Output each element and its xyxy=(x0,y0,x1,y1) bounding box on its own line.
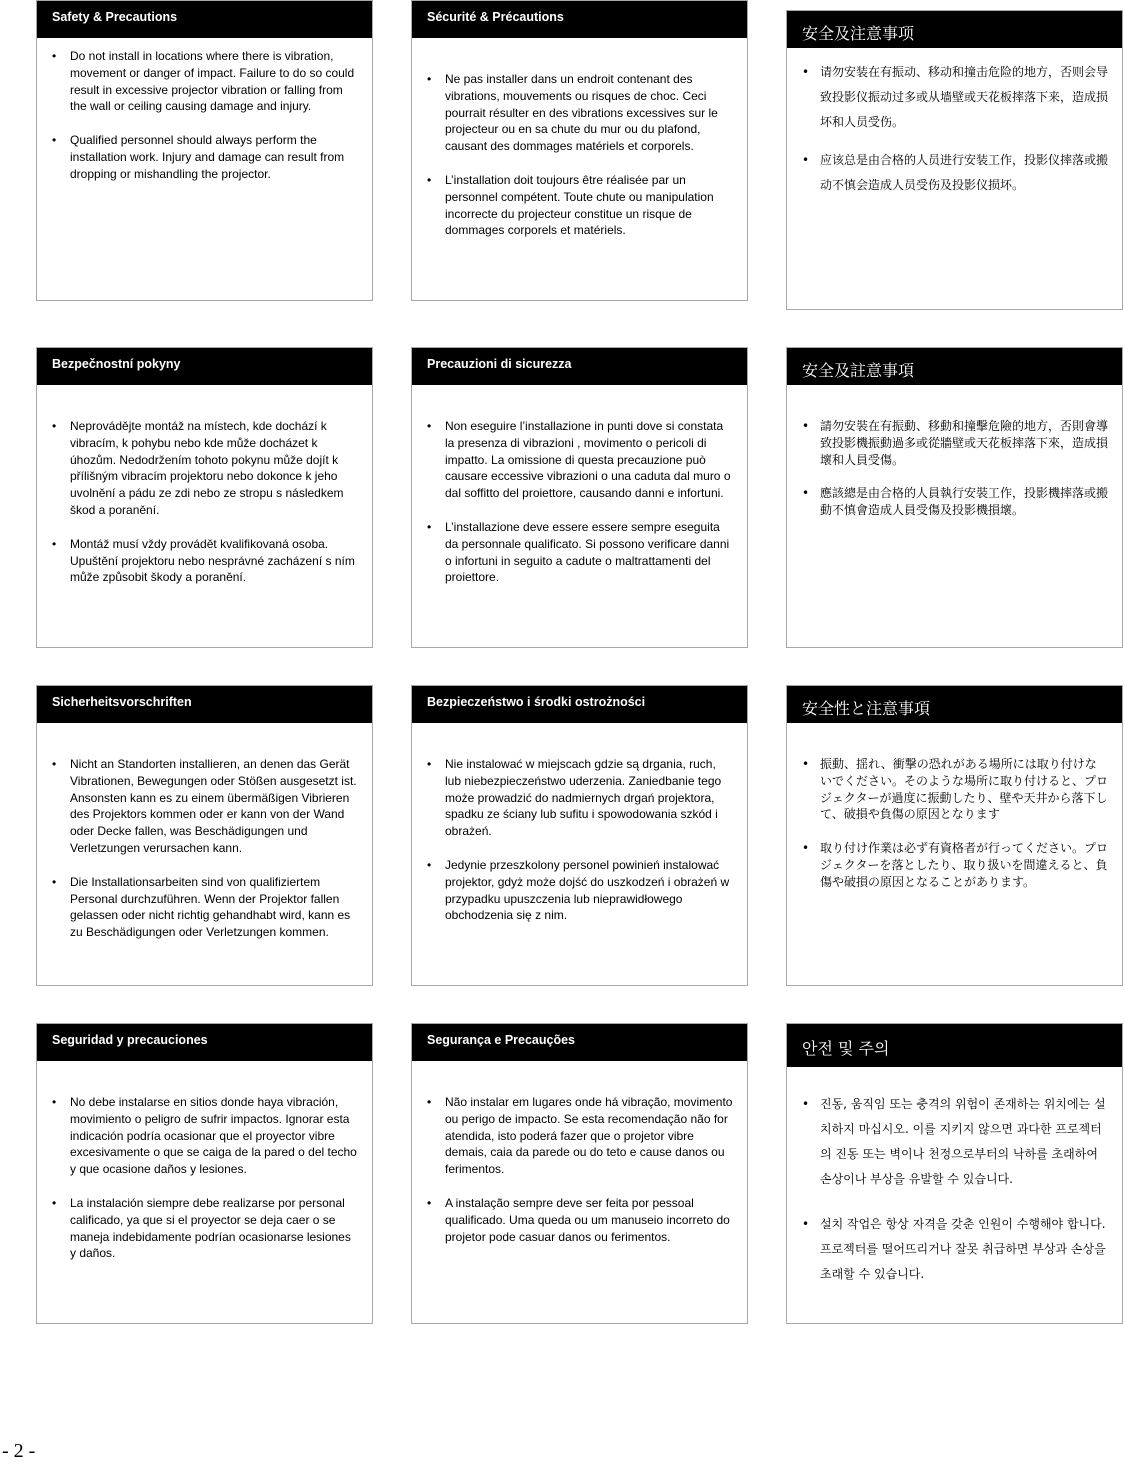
card-portuguese xyxy=(411,1023,748,1324)
list-item: • L’installation doit toujours être réalisée par un personnel compétent. Toute chute ou manipulation incorrecte du projecteur constitue un risque de dommages corporels et matériels. xyxy=(427,172,733,239)
bullet-list xyxy=(37,1061,372,1262)
card-english xyxy=(36,0,373,301)
bullet-list xyxy=(412,385,747,586)
card-french xyxy=(411,0,748,301)
list-item: • Nicht an Standorten installieren, an denen das Gerät Vibrationen, Bewegungen oder Stößen ausgesetzt ist. Ansonsten kann es zu einem übermäßigen Vibrieren des Projektors kommen oder er kann von der Wand oder Decke fallen, was Beschädigungen und Verletzungen verursachen kann. xyxy=(52,756,358,857)
bullet-list xyxy=(37,723,372,941)
bullet-list xyxy=(787,385,1122,519)
list-item: • Non eseguire l’installazione in punti dove si constata la presenza di vibrazioni , movimento o pericoli di impatto. La omissione di questa precauzione può causare eccessive vibrazioni o una caduta dal muro o dal soffitto del proiettore, causando danni e infortuni. xyxy=(427,418,733,502)
card-title: Bezpečnostní pokyny xyxy=(37,348,372,385)
card-italian xyxy=(411,347,748,648)
list-item: • Jedynie przeszkolony personel powinień instalować projektor, gdyż może dojść do uszkodzeń i obrażeń w przypadku upuszczenia lub nieprawidłowego obchodzenia się z nim. xyxy=(427,857,733,924)
bullet-list xyxy=(412,723,747,924)
list-item: • 请勿安装在有振动、移动和撞击危险的地方，否则会导致投影仪振动过多或从墙壁或天花板摔落下来，造成损坏和人员受伤。 xyxy=(802,60,1108,135)
card-japanese xyxy=(786,685,1123,986)
bullet-list xyxy=(37,38,372,183)
card-traditional-chinese xyxy=(786,347,1123,648)
card-spanish xyxy=(36,1023,373,1324)
card-title: 安全性と注意事項 xyxy=(787,686,1122,723)
card-korean xyxy=(786,1023,1123,1324)
list-item: • Nie instalować w miejscach gdzie są drgania, ruch, lub niebezpieczeństwo uderzenia. Zaniedbanie tego może prowadzić do nadmiernych drgań projektora, spadku ze ściany lub sufitu i spowodowania szkód i obrażeń. xyxy=(427,756,733,840)
card-title: Segurança e Precauções xyxy=(412,1024,747,1061)
card-title: Safety & Precautions xyxy=(37,1,372,38)
list-item: • L’installazione deve essere essere sempre eseguita da personnale qualificato. Si possono verificare danni o infortuni in seguito a cadute o maltrattamenti del proiettore. xyxy=(427,519,733,586)
card-title: 安全及注意事项 xyxy=(787,11,1122,48)
card-title: Precauzioni di sicurezza xyxy=(412,348,747,385)
list-item: • La instalación siempre debe realizarse por personal calificado, ya que si el proyector se deja caer o se maneja indebidamente podrían ocasionarse lesiones y daños. xyxy=(52,1195,358,1262)
list-item: • 설치 작업은 항상 자격을 갖춘 인원이 수행해야 합니다. 프로젝터를 떨어뜨리거나 잘못 취급하면 부상과 손상을 초래할 수 있습니다. xyxy=(802,1212,1108,1287)
list-item: • No debe instalarse en sitios donde haya vibración, movimiento o peligro de sufrir impactos. Ignorar esta indicación podría ocasionar que el proyector vibre excesivamente o que se caiga de la pared o del techo y que ocasione daños y lesiones. xyxy=(52,1094,358,1178)
list-item: • 應該總是由合格的人員執行安裝工作，投影機摔落或搬動不慎會造成人員受傷及投影機損壞。 xyxy=(802,485,1108,519)
list-item: • Ne pas installer dans un endroit contenant des vibrations, mouvements ou risques de choc. Ceci pourrait résulter en des vibrations excessives sur le projecteur ou en sa chute du mur ou du plafond, causant des dommages matériels et corporels. xyxy=(427,71,733,155)
card-title: 안전 및 주의 xyxy=(787,1024,1122,1067)
card-title: Seguridad y precauciones xyxy=(37,1024,372,1061)
list-item: • 应该总是由合格的人员进行安装工作，投影仪摔落或搬动不慎会造成人员受伤及投影仪损坏。 xyxy=(802,148,1108,198)
card-title: Sécurité & Précautions xyxy=(412,1,747,38)
card-simplified-chinese xyxy=(786,10,1123,310)
bullet-list xyxy=(787,1067,1122,1287)
card-polish xyxy=(411,685,748,986)
card-german xyxy=(36,685,373,986)
bullet-list xyxy=(787,723,1122,891)
card-czech xyxy=(36,347,373,648)
list-item: • Montáž musí vždy provádět kvalifikovaná osoba. Upuštění projektoru nebo nesprávné zacházení s ním může způsobit škody a poranění. xyxy=(52,536,358,586)
list-item: • 진동, 움직임 또는 충격의 위험이 존재하는 위치에는 설치하지 마십시오. 이를 지키지 않으면 과다한 프로젝터의 진동 또는 벽이나 천정으로부터의 낙하를 초래하여 손상이나 부상을 유발할 수 있습니다. xyxy=(802,1092,1108,1192)
bullet-list xyxy=(412,38,747,239)
list-item: • Qualified personnel should always perform the installation work. Injury and damage can result from dropping or mishandling the projector. xyxy=(52,132,358,182)
list-item: • Não instalar em lugares onde há vibração, movimento ou perigo de impacto. Se esta recomendação não for atendida, isto poderá fazer que o projetor vibre demais, caia da parede ou do teto e cause danos ou ferimentos. xyxy=(427,1094,733,1178)
list-item: • Do not install in locations where there is vibration, movement or danger of impact. Failure to do so could result in excessive projector vibration or falling from the wall or ceiling causing damage and injury. xyxy=(52,48,358,115)
card-title: Bezpieczeństwo i środki ostrożności xyxy=(412,686,747,723)
bullet-list xyxy=(37,385,372,586)
bullet-list xyxy=(412,1061,747,1245)
list-item: • 振動、揺れ、衝撃の恐れがある場所には取り付けないでください。そのような場所に取り付けると、プロジェクターが過度に振動したり、壁や天井から落下して、破損や負傷の原因となります xyxy=(802,756,1108,823)
bullet-list xyxy=(787,48,1122,198)
card-title: Sicherheitsvorschriften xyxy=(37,686,372,723)
list-item: • 請勿安裝在有振動、移動和撞擊危險的地方，否則會導致投影機振動過多或從牆壁或天花板摔落下來，造成損壞和人員受傷。 xyxy=(802,418,1108,468)
list-item: • 取り付け作業は必ず有資格者が行ってください。プロジェクターを落としたり、取り扱いを間違えると、負傷や破損の原因となることがあります。 xyxy=(802,840,1108,890)
page-number: - 2 - xyxy=(2,1440,36,1462)
list-item: • A instalação sempre deve ser feita por pessoal qualificado. Uma queda ou um manuseio incorreto do projetor pode casuar danos ou ferimentos. xyxy=(427,1195,733,1245)
card-title: 安全及註意事項 xyxy=(787,348,1122,385)
list-item: • Die Installationsarbeiten sind von qualifiziertem Personal durchzuführen. Wenn der Projektor fallen gelassen oder nicht richtig gehandhabt wird, kann es zu Beschädigungen oder Verletzungen kommen. xyxy=(52,874,358,941)
list-item: • Neprovádějte montáž na místech, kde dochází k vibracím, k pohybu nebo kde může docházet k úhozům. Nedodržením tohoto pokynu může dojít k přílišným vibracím projektoru nebo dokonce k jeho uvolnění a pádu ze zdi nebo ze stropu s následkem škod a poranění. xyxy=(52,418,358,519)
